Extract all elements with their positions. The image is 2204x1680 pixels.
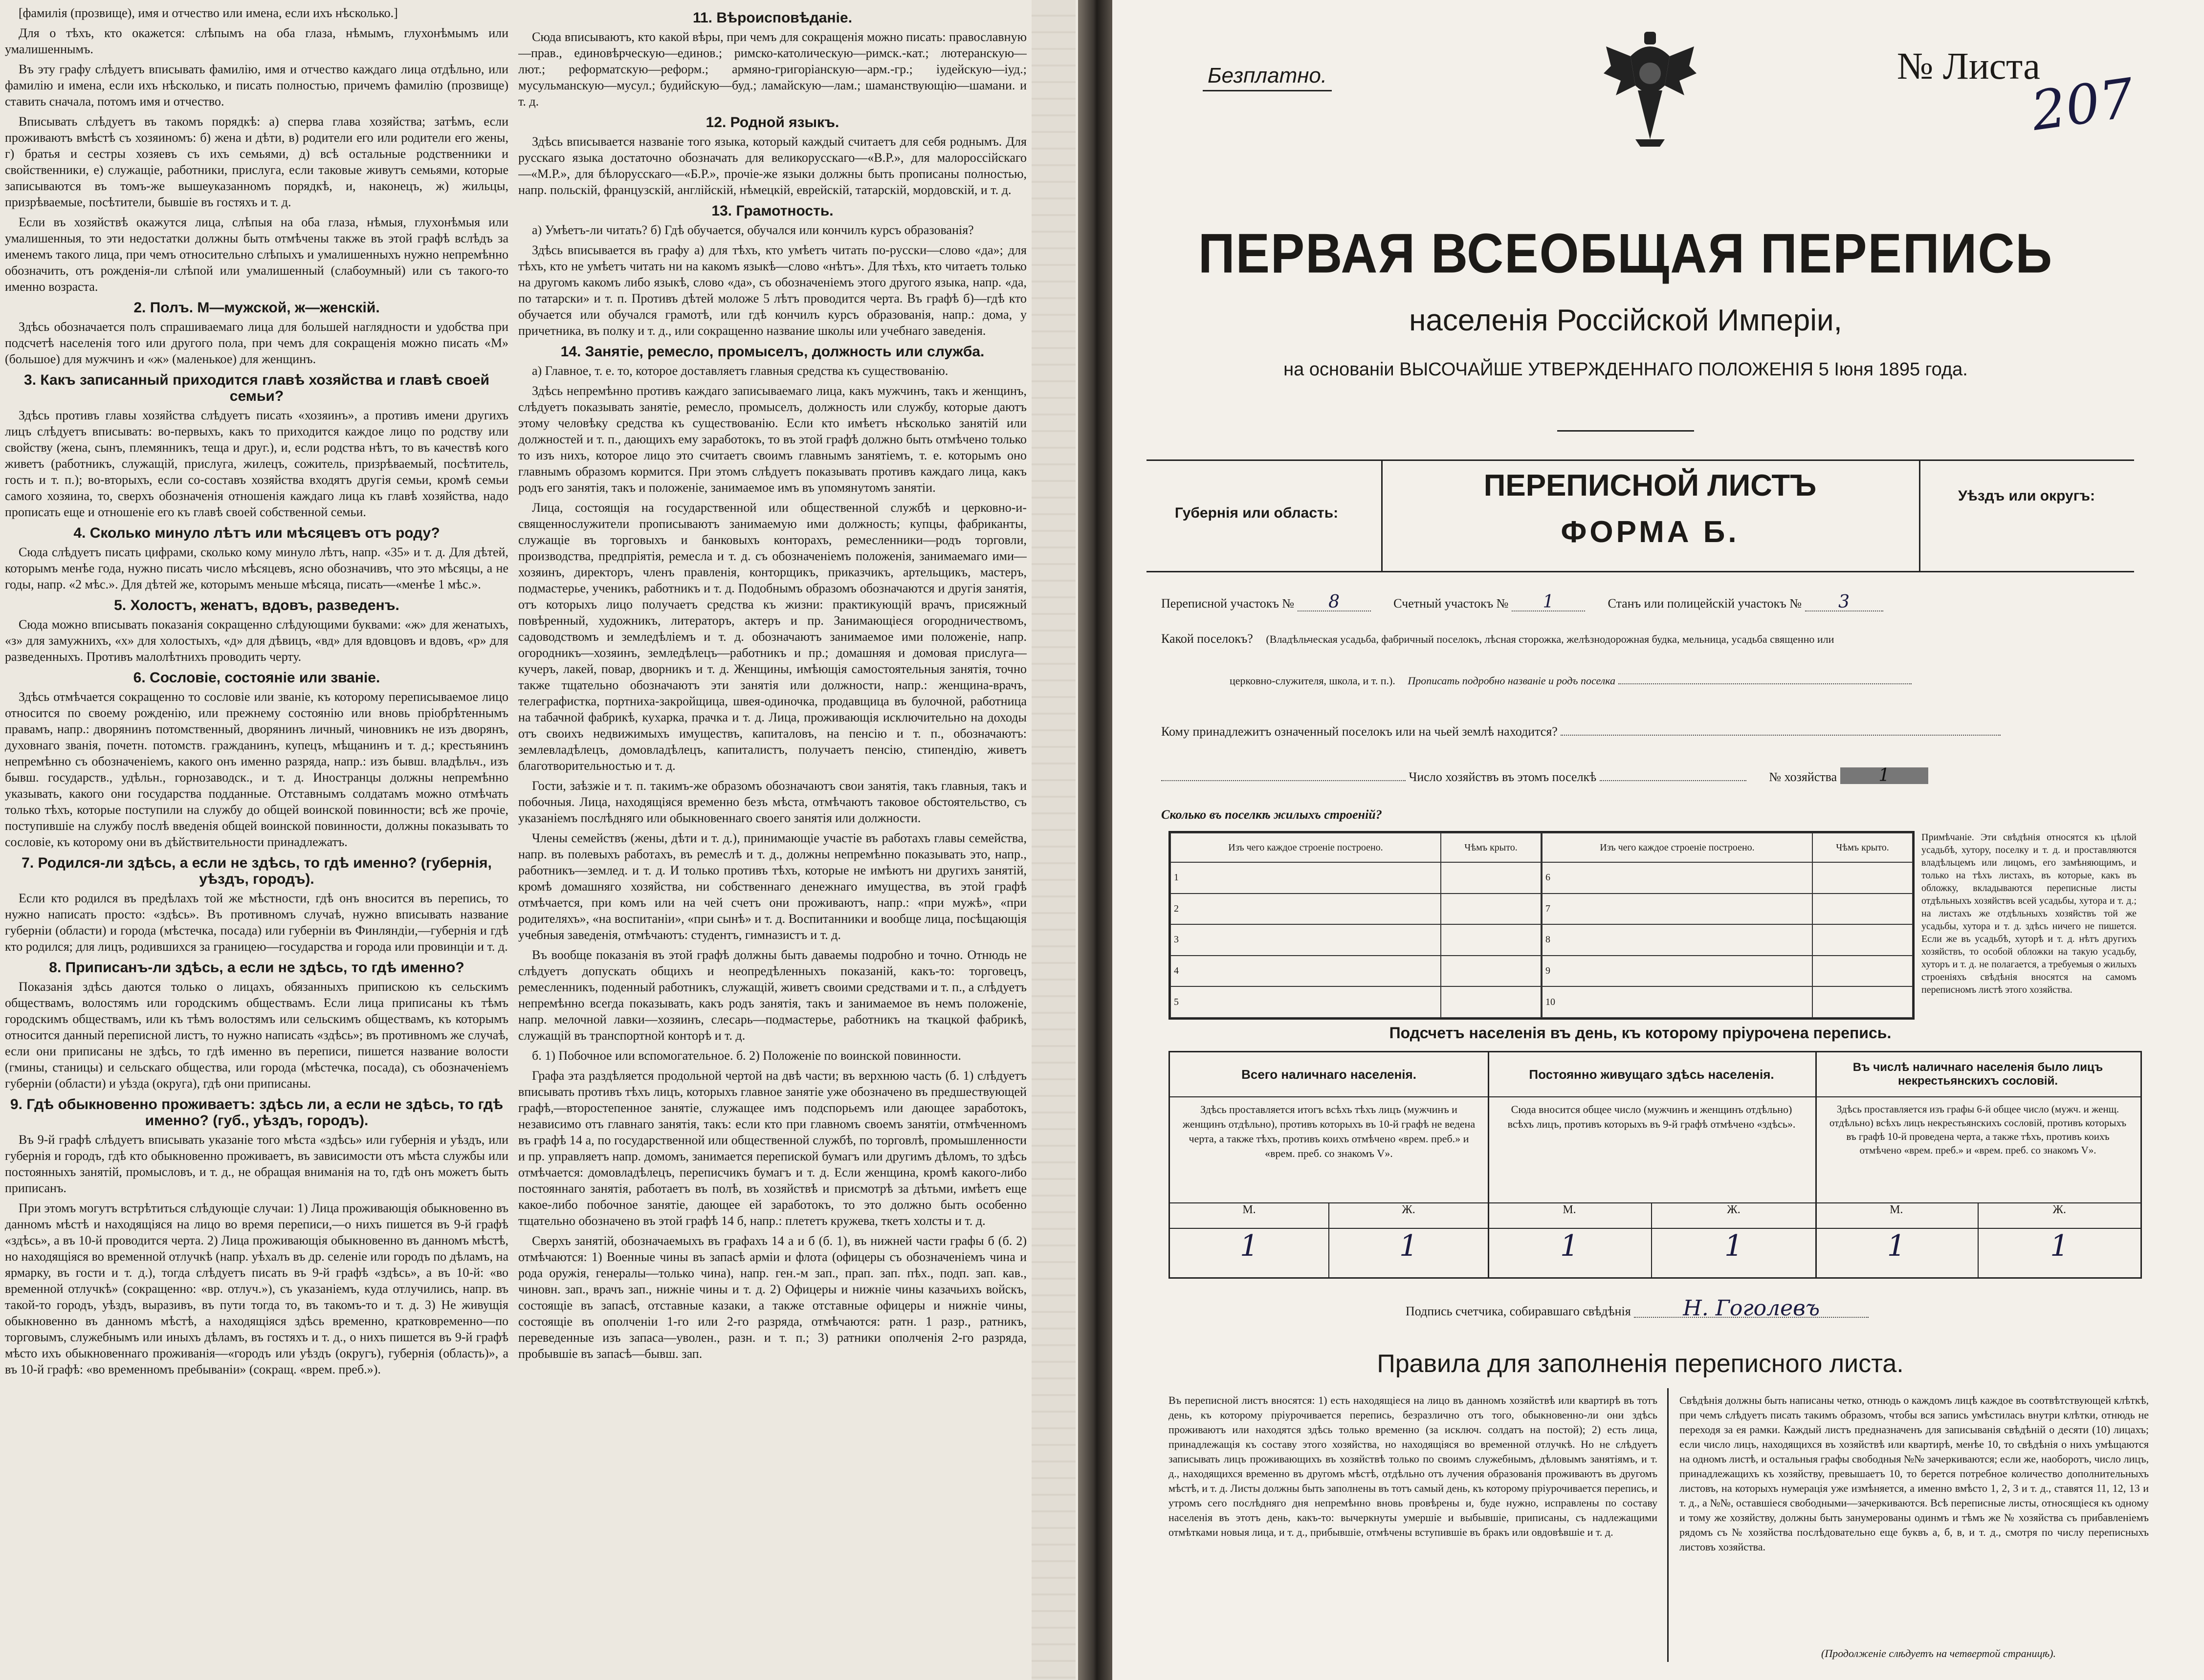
gubernia-label: Губернія или область: [1174, 505, 1339, 521]
resident-population-header: Постоянно живущаго здѣсь населенія. [1488, 1052, 1815, 1097]
instruction-paragraph: Если кто родился въ предѣлахъ той же мѣстности, гдѣ онъ вносится въ перепись, то нужно написать просто: «здѣсь». Въ противномъ случаѣ, нужно вписывать название губерніи (области) и города (мѣстечка, посада) или губерніи въ Финляндіи,—губернія и гдѣ кто родился; для лицъ, родившихся за границею—государства и города или провинціи и т. д. [5, 891, 508, 954]
instructions-column-1 [5, 5, 508, 1677]
building-cell[interactable] [1812, 862, 1913, 894]
female-count[interactable]: 1 [2050, 1229, 2069, 1263]
building-row-num: 10 [1542, 986, 1812, 1018]
household-number-value[interactable]: 1 [1840, 767, 1928, 784]
settlement-line [1161, 631, 2139, 648]
mf-header-row [1170, 1203, 1488, 1229]
instruction-paragraph: Здѣсь непремѣнно противъ каждаго записываемаго лица, какъ мужчинъ, такъ и женщинъ, слѣдуетъ показывать занятіе, ремесло, промыселъ, должность или службу, которые даютъ этому человѣку средства къ существованію. Если кто имѣетъ нѣсколько занятій или должностей и т. п., дающихъ ему заработокъ, то въ этой графѣ должно быть отмѣчено только то изъ нихъ, которое лицо это считаетъ своимъ главнымъ занятіемъ, т. е. которымъ оно главнымъ образомъ кормится. При этомъ слѣдуетъ показывать противъ каждаго лица, какъ родъ его занятія, такъ и положеніе, занимаемое имъ въ упомянутомъ занятіи. [518, 384, 1027, 495]
sheet-number-label: № Листа [1897, 44, 2040, 87]
instruction-paragraph: Сюда слѣдуетъ писать цифрами, сколько кому минуло лѣтъ, напр. «35» и т. д. Для дѣтей, которымъ менѣе года, нужно писать число мѣсяцевъ, ясно обозначивъ, что это мѣсяцы, а не годы, напр. «2 мѣс.». Для дѣтей же, которымъ меньше мѣсяца, писать—«менѣе 1 мѣс.». [5, 545, 508, 591]
instruction-paragraph: Сверхъ занятій, обозначаемыхъ въ графахъ 14 а и б (б. 1), въ нижней части графы б (б. 2) отмѣчаются: 1) Военные чины въ запасѣ арміи и флота (офицеры съ обозначеніемъ чина и рода оружія, генералы—только чина), напр. ген.-м зап., прап. зап. пѣх., подп. зап. кав., чиновн. зап., врачъ зап., нижніе чины и т. д. 2) Офицеры и нижніе чины казачьихъ войскъ, состоящіе въ запасѣ, отставные казаки, а также отставные офицеры и нижніе чины, состоящіе въ ополченіи 1-го или 2-го разряда, отмѣчаются: ратн. 1 разр., ратникъ, переведенные изъ запаса—уволен., разн. и т. п.; 3) ратники ополченія 2-го разряда, пробывшіе въ запасѣ—бывш. зап. [518, 1234, 1027, 1361]
instruction-paragraph: Показанія здѣсь даются только о лицахъ, обязанныхъ припискою къ сельскимъ обществамъ, волостямъ или городскимъ обществамъ. Если лица приписаны къ тѣмъ городскимъ обществамъ, или къ тѣмъ волостямъ или сельскимъ обществамъ, къ которымъ относится данный переписной листъ, то нужно написать «здѣсь»; въ противномъ же случаѣ, если они приписаны не здѣсь, то гдѣ именно въ переписи, пишется название волости (гмины, станицы) и сельскаго общества, или города (мѣстечка, посада), съ обозначеніемъ губерніи (области) и уѣзда (округа), гдѣ они приписаны. [5, 980, 508, 1091]
uezd-label: Уѣздъ или округъ: [1958, 488, 2095, 504]
section-heading: 11. Вѣроисповѣданіе. [692, 10, 853, 26]
population-count-title: Подсчетъ населенія въ день, къ которому пріурочена перепись. [1389, 1024, 1892, 1042]
uchastok-label: Переписной участокъ № [1161, 596, 1295, 611]
instruction-paragraph: Вписывать слѣдуетъ въ такомъ порядкѣ: а) сперва глава хозяйства; затѣмъ, если проживаютъ вмѣстѣ съ хозяиномъ: б) жена и дѣти, в) родители его или родители его жены, г) братья и сестры хозяевъ съ ихъ семьями, д) всѣ остальные родственники и свойственники, е) служащіе, работники, прислуга, если таковые живутъ семьями, которые записываются въ томъ-же вышеуказанномъ порядкѣ, и, наконецъ, ж) жильцы, призрѣваемые, посѣтители, бывшіе въ гостяхъ и т. д. [5, 114, 508, 209]
instruction-paragraph: Графа эта раздѣляется продольной чертой на двѣ части; въ верхнюю часть (б. 1) слѣдуетъ вписывать противъ тѣхъ лицъ, которыхъ главное занятіе уже обозначено въ предшествующей графѣ,—второстепенное занятіе, служащее имъ подспорьемъ или дающее заработокъ, независимо отъ главнаго занятія, такъ: если кто при главномъ своемъ занятіи, отмѣченномъ въ графѣ 14 а, по государственной или общественной службѣ, по торговлѣ, промышленности и пр. управляетъ напр. домомъ, занимается перепиской бумагъ или другимъ дѣломъ, то здѣсь отмѣчается: домовладѣлецъ, переписчикъ бумагъ и т. д. Если женщина, кромѣ какого-либо постояннаго занятія, работаетъ въ полѣ, въ хозяйствѣ и присмотрѣ за дѣтьми, имѣетъ еще какое-либо побочное занятіе, дающее ей заработокъ, то это должно быть особенно тщательно обозначено въ этой графѣ 14 б, напр.: плететъ кружева, ткетъ холсты и т. д. [518, 1069, 1027, 1228]
male-label: М. [1815, 1203, 1979, 1228]
non-peasant-header: Въ числѣ наличнаго населенія было лицъ некрестьянскихъ сословій. [1815, 1052, 2140, 1097]
owner-label: Кому принадлежитъ означенный поселокъ или на чьей землѣ находится? [1161, 724, 1558, 739]
mf-value-row [1488, 1229, 1815, 1278]
building-cell[interactable] [1441, 986, 1541, 1018]
resident-population-desc: Сюда вносится общее число (мужчинъ и женщинъ отдѣльно) всѣхъ лицъ, противъ которыхъ въ 9-й графѣ отмѣчено «здѣсь». [1488, 1097, 1815, 1203]
instructions-column-2 [518, 5, 1027, 1677]
building-row-num: 6 [1542, 862, 1812, 894]
imperial-eagle-emblem [1601, 27, 1699, 149]
roof-header: Чѣмъ крыто. [1812, 833, 1913, 862]
instruction-paragraph: Сюда вписываютъ, кто какой вѣры, при чемъ для сокращенія можно писать: православную—прав., единовѣрческую—единов.; римско-католическую—римск.-кат.; лютеранскую—лют.; реформатскую—реформ.; армяно-григоріанскую—арм.-гр.; іудейскую—іуд.; мусульманскую—мусул.; будийскую—буд.; ламайскую—лам.; шаманствующію—шамани. и т. д. [518, 30, 1027, 109]
buildings-table [1168, 831, 1915, 1020]
instruction-paragraph: Здѣсь вписывается въ графу а) для тѣхъ, кто умѣетъ читать по-русски—слово «да»; для тѣхъ, кто не умѣетъ читать ни на какомъ языкѣ—слово «нѣтъ». Для тѣхъ, кто читаетъ только на другомъ какомъ либо языкѣ, слово «да», съ обозначеніемъ этого другого языка, напр. «да, по татарски» и т. п. Противъ дѣтей моложе 5 лѣтъ проводится черта. Въ графѣ б)—гдѣ кто обучается или обучался грамотѣ, или гдѣ кончилъ курсъ образованія, напр.: дома, у причетника, въ полку и т. д., или сокращенно название школы или учебнаго заведенія. [518, 243, 1027, 338]
mf-value-row [1170, 1229, 1488, 1278]
female-label: Ж. [1727, 1203, 1741, 1216]
instruction-paragraph: При этомъ могутъ встрѣтиться слѣдующіе случаи: 1) Лица проживающія обыкновенно въ данномъ мѣстѣ и находящіяся на лицо во время переписи,—о нихъ пишется въ 9-й графѣ «здѣсь», а въ 10-й проводится черта. 2) Лица проживающія обыкновенно въ данномъ мѣстѣ, но находящіяся во временной отлучкѣ (напр. уѣхалъ въ др. селеніе или городъ по дѣламъ, на ярмарку, въ гости и т. д.), тогда слѣдуетъ писать въ 9-й графѣ «здѣсь», а въ 10-й: «во временной отлучкѣ» (сокращенно: «вр. отлуч.»), съ указаніемъ, куда отлучились, напр. въ такой-то городъ, уѣздъ, выразивъ, въ пути тогда то, въ такомъ-то и т. д. 3) Не живущія обыкновенно въ данномъ мѣстѣ, а находящіяся здѣсь временно, кратковременно—по торговымъ, служебнымъ или иныхъ дѣламъ, въ гостяхъ и т. д., о нихъ пишется въ 9-й графѣ мѣсто ихъ обыкновеннаго проживанія—«городъ или уѣздъ (округъ), губернія (область)», а въ 10-й графѣ: «во временномъ пребываніи» (сокращ. «врем. преб.»). [5, 1201, 508, 1376]
buildings-table-left [1170, 832, 1542, 1018]
households-line [1161, 767, 2139, 785]
signature-line [1406, 1296, 2090, 1321]
stan-value[interactable]: 3 [1805, 594, 1883, 611]
instruction-paragraph: а) Главное, т. е. то, которое доставляетъ главныя средства къ существованію. [532, 364, 948, 378]
sheet-number-value: 207 [2028, 66, 2138, 143]
material-header: Изъ чего каждое строеніе построено. [1542, 833, 1812, 862]
building-row-num: 4 [1170, 956, 1441, 987]
male-label: М. [1488, 1203, 1652, 1228]
instruction-paragraph: Гости, заѣзжіе и т. п. такимъ-же образомъ обозначаютъ свои занятія, такъ главныя, такъ и побочныя. Лица, находящіяся временно безъ мѣста, отмѣчаютъ таковое обстоятельство, съ указаніемъ послѣдняго или обыкновеннаго своего занятія или должности. [518, 779, 1027, 825]
section-heading: 4. Сколько минуло лѣтъ или мѣсяцевъ отъ роду? [73, 525, 440, 541]
instruction-paragraph: Для о тѣхъ, кто окажется: слѣпымъ на оба глаза, нѣмымъ, глухонѣмымъ или умалишеннымъ. [5, 26, 508, 56]
building-row-num: 3 [1170, 924, 1441, 956]
instruction-paragraph: [фамилія (прозвище), имя и отчество или имена, если ихъ нѣсколько.] [19, 6, 398, 20]
building-row-num: 8 [1542, 924, 1812, 956]
buildings-table-right [1542, 832, 1913, 1018]
non-peasant-col [1815, 1052, 2140, 1277]
female-label: Ж. [2052, 1203, 2066, 1216]
section-heading: 5. Холостъ, женатъ, вдовъ, разведенъ. [114, 597, 399, 613]
building-cell[interactable] [1812, 894, 1913, 925]
rules-divider [1667, 1388, 1669, 1662]
mf-header-row [1815, 1203, 2140, 1229]
building-cell[interactable] [1441, 924, 1541, 956]
mf-value-row [1815, 1229, 2140, 1278]
section-heading: 14. Занятіе, ремесло, промыселъ, должность или служба. [560, 344, 985, 360]
section-heading: 7. Родился-ли здѣсь, а если не здѣсь, то гдѣ именно? (губернія, уѣздъ, городъ). [22, 855, 492, 887]
section-heading: 3. Какъ записанный приходится главѣ хозяйства и главѣ своей семьи? [24, 372, 489, 404]
total-population-desc: Здѣсь проставляется итогъ всѣхъ тѣхъ лицъ (мужчинъ и женщинъ отдѣльно), противъ которыхъ въ 10-й графѣ не ведена черта, а также тѣхъ, противъ коихъ отмѣчено «врем. преб.» и «врем. преб. со знакомъ V». [1170, 1097, 1488, 1203]
instruction-paragraph: Если въ хозяйствѣ окажутся лица, слѣпыя на оба глаза, нѣмыя, глухонѣмыя или умалишенныя, то эти недостатки должны быть отмѣчены также въ этой графѣ вслѣдъ за именемъ такого лица, при чемъ относительно слѣпыхъ и умалишенныхъ нужно непремѣнно обозначить, отъ рожденія-ли слѣпой или умалишенный (слабоумный) или съ такого-то именно возраста. [5, 215, 508, 294]
instruction-paragraph: б. 1) Побочное или вспомогательное. б. 2) Положеніе по воинской повинности. [532, 1048, 961, 1063]
rules-title: Правила для заполненія переписного листа. [1377, 1350, 1904, 1378]
instruction-paragraph: Здѣсь отмѣчается сокращенно то сословіе или званіе, къ которому переписываемое лицо относится по своему рожденію, или прежнему состоянію или вновь пріобрѣтеннымъ правамъ, напр.: дворянинъ потомственный, дворянинъ личный, чиновникъ не изъ дворянъ, духовнаго званія, почетн. потомств. гражданинъ, купецъ, мѣщанинъ и т. д.; крестьянинъ непремѣнно съ обозначеніемъ, какого онъ именно разряда, напр.: изъ бывш. владѣльч., изъ бывш. государств., удѣльн., горнозаводск., и т. д. Иностранцы должны непремѣнно указывать, какого они государства подданные. Отставнымъ солдатамъ можно отмѣчать только тѣхъ, которые поступили на службу до общей воинской повинности; всѣ же прочіе, поступившіе на службу послѣ введенія общей воинской повинности, должны показывать то сословіе, къ которому они въ дѣйствительности принадлежатъ. [5, 690, 508, 849]
material-header: Изъ чего каждое строеніе построено. [1170, 833, 1441, 862]
form-subtitle: ФОРМА Б. [1561, 515, 1740, 549]
header-divider-left [1381, 461, 1383, 571]
building-cell[interactable] [1812, 956, 1913, 987]
building-row-num: 7 [1542, 894, 1812, 925]
section-heading: 13. Грамотность. [711, 203, 834, 219]
schet-label: Счетный участокъ № [1393, 596, 1509, 611]
building-row-num: 2 [1170, 894, 1441, 925]
settlement-field[interactable] [1618, 683, 1912, 684]
uchastok-value[interactable]: 8 [1298, 594, 1371, 611]
population-count-table [1168, 1051, 2142, 1279]
total-population-col [1170, 1052, 1489, 1277]
settlement-note: (Владѣльческая усадьба, фабричный поселокъ, лѣсная сторожка, желѣзнодорожная будка, мельница, усадьба священно или [1266, 633, 1834, 645]
owner-field[interactable] [1561, 735, 2001, 736]
mf-header-row [1488, 1203, 1815, 1229]
header-divider-right [1919, 461, 1920, 571]
instruction-paragraph: а) Умѣетъ-ли читать? б) Гдѣ обучается, обучался или кончилъ курсъ образованія? [532, 223, 974, 237]
census-main-title: ПЕРВАЯ ВСЕОБЩАЯ ПЕРЕПИСЬ [1198, 222, 2053, 285]
building-cell[interactable] [1441, 956, 1541, 987]
building-cell[interactable] [1812, 986, 1913, 1018]
instruction-paragraph: Члены семействъ (жены, дѣти и т. д.), принимающіе участіе въ работахъ главы семейства, напр. въ полевыхъ работахъ, въ ремеслѣ и т. д., должны непремѣнно показывать это, напр., работникъ—землед. и т. д. И только противъ тѣхъ, которые не имѣютъ ни другихъ занятій, кромѣ домашняго хозяйства, ни собственнаго денежнаго имущества, въ этой графѣ отмѣчается, при комъ или на чей счетъ они проживаютъ, напр.: «при мужѣ», «при родителяхъ», «на воспитаніи», «при сынѣ» и т. д. Воспитанники и вообще лица, посѣщающія учебныя заведенія, отмѣчаютъ: студентъ, гимназистъ и т. д. [518, 831, 1027, 942]
households-label: Число хозяйствъ въ этомъ поселкѣ [1409, 770, 1597, 784]
roof-header: Чѣмъ крыто. [1441, 833, 1541, 862]
building-row-num: 1 [1170, 862, 1441, 894]
resident-population-col [1488, 1052, 1817, 1277]
uchastok-line [1161, 594, 2139, 612]
settlement-note-3: Прописать подробно названіе и родъ поселка [1408, 675, 1616, 687]
settlement-label: Какой поселокъ? [1161, 632, 1253, 646]
section-heading: 6. Сословіе, состояніе или званіе. [133, 670, 380, 686]
left-page [0, 0, 1078, 1680]
continued-note: (Продолженіе слѣдуетъ на четвертой страницѣ). [1821, 1647, 2056, 1659]
instruction-paragraph: Здѣсь вписывается названіе того языка, который каждый считаетъ для себя роднымъ. Для русскаго языка достаточно обозначать для великорусскаго—«В.Р.», для малороссійскаго—«М.Р.», для бѣлорусскаго—«Б.Р.», прочіе-же языки должны быть прописаны полностью, напр. польскій, французскій, англійскій, нѣмецкій, еврейскій, татарскій, мордовскій, и т. д. [518, 134, 1027, 197]
rules-left-column: Въ переписной листъ вносятся: 1) есть находящіеся на лицо въ данномъ хозяйствѣ или квартирѣ въ тотъ день, къ которому пріурочивается перепись, безразлично отъ того, обыкновенно-ли они здѣсь проживаютъ или находятся здѣсь только временно (за исключ. солдатъ на постой); 2) есть лица, принадлежащія къ составу этого хозяйства, но находящіяся во временной отлучкѣ. Но не слѣдуетъ записывать лицъ проживающихъ въ хозяйствѣ только по своимъ служебнымъ, дѣловымъ занятіямъ, и т. д., находящихся временно въ другомъ мѣстѣ, отдѣльно отъ лучения образованія проживаютъ въ другомъ мѣстѣ, и т. д. Листы должны быть заполнены въ тотъ самый день, къ которому пріурочивается перепись, и утромъ сего послѣдняго дня непремѣнно вновь провѣрены и, буде нужно, исправлены по составу населенія въ этотъ день, какъ-то: вычеркнуты умершіе и выбывшіе, приписаны, съ надлежащими отмѣтками новыя лица, и т. д., прибывшіе, отмѣчены вступившіе въ бракъ или овдовѣвшіе и т. д. [1168, 1394, 1657, 1538]
owner-line [1161, 723, 2139, 740]
section-heading: 2. Полъ. М—мужской, ж—женскій. [133, 300, 380, 316]
building-cell[interactable] [1812, 924, 1913, 956]
instruction-paragraph: Въ эту графу слѣдуетъ вписывать фамилію, имя и отчество каждаго лица отдѣльно, или фамилію и имена, если ихъ нѣсколько, и писать полностью, причемъ фамилію (прозвище) ставить сначала, потомъ имя и отчество. [5, 62, 508, 109]
section-heading: 9. Гдѣ обыкновенно проживаетъ: здѣсь ли, а если не здѣсь, то гдѣ именно? (губ., уѣздъ, городъ). [10, 1096, 504, 1129]
instruction-paragraph: Здѣсь обозначается полъ спрашиваемаго лица для большей наглядности и удобства при подсчетѣ населенія того или другого пола, при чемъ для сокращенія можно писать «М» (большое) для мужчинъ и «ж» (маленькое) для женщинъ. [5, 320, 508, 366]
section-heading: 8. Приписанъ-ли здѣсь, а если не здѣсь, то гдѣ именно? [49, 960, 464, 976]
free-label: Безплатно. [1203, 64, 1332, 91]
male-count[interactable]: 1 [1170, 1229, 1329, 1278]
building-cell[interactable] [1441, 894, 1541, 925]
male-count[interactable]: 1 [1488, 1229, 1652, 1278]
households-blank [1161, 780, 1406, 781]
buildings-note: Примѣчаніе. Эти свѣдѣнія относятся къ цѣлой усадьбѣ, хутору, поселку и т. д. и проставляются владѣльцемъ или лицомъ, его замѣняющимъ, и только на тѣхъ листахъ, въ которые, какъ въ обложку, вкладываются переписные листы отдѣльныхъ хозяйствъ всей усадьбы, хутора и т. д.; на листахъ же отдѣльныхъ хозяйствъ той же усадьбы, хутора и т. д. здѣсь ничего не пишется. Если же въ усадьбѣ, хуторѣ и т. д. нѣтъ другихъ хозяйствъ, то особой обложки на такую усадьбу, хуторъ и т. д. не полагается, а требуемыя о жилыхъ строеніяхъ свѣдѣнія вносятся на самомъ переписномъ листѣ этого хозяйства. [1921, 832, 2137, 995]
book-gutter [1078, 0, 1112, 1680]
settlement-line-2 [1161, 675, 2139, 687]
non-peasant-desc: Здѣсь проставляется изъ графы 6-й общее число (мужч. и женщ. отдѣльно) всѣхъ лицъ некрестьянскихъ сословій, противъ которыхъ въ графѣ 10-й проведена черта, а также тѣхъ, противъ коихъ отмѣчено «врем. преб.» и «врем. преб. со знакомъ V». [1815, 1097, 2140, 1203]
section-heading: 12. Родной языкъ. [705, 114, 839, 131]
female-count[interactable]: 1 [1399, 1229, 1418, 1263]
building-cell[interactable] [1441, 862, 1541, 894]
instruction-paragraph: Лица, состоящія на государственной или общественной службѣ и церковно-и-священнослужители прописываютъ занимаемую ими должность; купцы, фабриканты, служащіе въ торговыхъ и банковыхъ конторахъ, ремесленники—родъ торговли, производства, предпріятія, ремесла и т. д. съ обозначеніемъ положенія, занимаемаго ими—хозяинъ, директоръ, членъ правленія, конторщикъ, приказчикъ, артельщикъ, мастеръ, подмастерье, ученикъ, работникъ и т. д. Подобнымъ образомъ обозначаются и другія занятія, отъ которыхъ лицо получаетъ средства къ жизни: практикующій врачъ, присяжный повѣренный, художникъ, литераторъ, актеръ и пр. Занимающіеся огородничествомъ, садоводствомъ и земледѣліемъ и т. д. обозначаютъ занимаемое ими положеніе, напр. огородникъ—хозяинъ, земледѣлецъ—работникъ и пр.; домашняя и домовая прислуга—кучеръ, лакей, повар, дворникъ и т. д. Женщины, имѣющія самостоятельныя занятія, точно также тщательно обозначаютъ эти занятія или должности, напр.: женщина-врачъ, телеграфистка, портниха-закройщица, швея-одиночка, продавщица въ булочной, работница на табачной фабрикѣ, кухарка, прачка и т. д. Лица, проживающія исключительно на доходы отъ своихъ недвижимыхъ имуществъ, капиталовъ, на пенсію и т. п., обозначаютъ: землевладѣлецъ, домовладѣлецъ, капиталистъ, получаетъ пенсію, стипендію, живетъ благотворительностью и т. д. [518, 501, 1027, 773]
rules-right-column: Свѣдѣнія должны быть написаны четко, отнюдь о каждомъ лицѣ каждое въ соотвѣтствующей клѣткѣ, при чемъ слѣдуетъ писать такимъ образомъ, чтобы вся запись умѣстилась внутри клѣтки, отнюдь не переходя за ея рамки. Каждый листъ предназначенъ для записыванія свѣдѣній о десяти (10) лицахъ; если число лицъ, находящихся въ хозяйствѣ или квартирѣ, менѣе 10, то свѣдѣнія о нихъ умѣщаются на одномъ листѣ, и остальныя графы свободныя №№ зачеркиваются; если же, наоборотъ, число лицъ, принадлежащихъ къ хозяйству, превышаетъ 10, то берется потребное количество дополнительныхъ листовъ, на которыхъ нумерація уже измѣняется, а именно вмѣсто 1, 2, 3 и т. д., ставятся 11, 12, 13 и т. д., а №№, оставшіеся свободными—зачеркиваются. Всѣ переписные листы, относящіеся къ одному и тому же хозяйству, должны быть занумерованы одинмъ и тѣмъ же № хозяйства съ прибавленіемъ рядомъ съ № хозяйства послѣдовательно еще буквъ а, б, в, и т. д., смотря по числу переписныхъ листовъ хозяйства. [1679, 1394, 2149, 1553]
female-count[interactable]: 1 [1724, 1229, 1743, 1263]
building-row-num: 9 [1542, 956, 1812, 987]
instruction-paragraph: Въ вообще показанія въ этой графѣ должны быть даваемы подробно и точно. Отнюдь не слѣдуетъ допускать общихъ и неопредѣленныхъ показаній, какъ-то: торговецъ, ремесленникъ, поденный работникъ, служащій, живетъ своими средствами и т. п., а слѣдуетъ непремѣнно всегда показывать, какъ родъ занятія, такъ и занимаемое въ немъ положеніе, напр. мелочной лавки—хозяинъ, слесарь—подмастерье, работникъ на ткацкой фабрикѣ, служащій въ транспортной конторѣ и т. д. [518, 948, 1027, 1043]
male-label: М. [1170, 1203, 1329, 1228]
page-edge-strip [1032, 0, 1076, 1680]
stan-label: Станъ или полицейскій участокъ № [1608, 596, 1802, 611]
buildings-line [1161, 807, 1650, 823]
instruction-paragraph: Здѣсь противъ главы хозяйства слѣдуетъ писать «хозяинъ», а противъ имени другихъ лицъ слѣдуетъ вписывать: во-первыхъ, какъ то приходится каждое лицо по родству или свойству (жена, сынъ, племянникъ, теща и друг.), и, если родства нѣтъ, то въ качествѣ кого живетъ (работникъ, служащій, прислуга, жилецъ, сожитель, призрѣваемый, посѣтитель, гость и т. п.); во-вторыхъ, если со-составъ хозяйства входятъ другія семьи, кромѣ семьи самого хозяина, то, сверхъ обозначенія отношенія каждаго лица къ главѣ хозяйства, надо прописать еще и отношеніе его къ главѣ своей собственной семьи. [5, 408, 508, 519]
instruction-paragraph: Въ 9-й графѣ слѣдуетъ вписывать указаніе того мѣста «здѣсь» или губернія и уѣздъ, или губернія и городъ, гдѣ кто обыкновенно проживаетъ, въ зависимости отъ мѣста службы или постоянныхъ занятій, промысловъ, и т. д., не обращая вниманія на то, гдѣ онъ можетъ быть приписанъ. [5, 1133, 508, 1195]
households-field[interactable] [1600, 780, 1746, 781]
buildings-label: Сколько въ поселкѣ жилыхъ строеній? [1161, 807, 1382, 822]
instruction-paragraph: Сюда можно вписывать показанія сокращенно слѣдующими буквами: «ж» для женатыхъ, «з» для замужнихъ, «х» для холостыхъ, «д» для дѣвицъ, «вд» для вдовцовъ и вдовъ, «р» для разведенныхъ. Противъ малолѣтнихъ проводить черту. [5, 617, 508, 664]
title-divider [1557, 430, 1694, 432]
male-count[interactable]: 1 [1815, 1229, 1979, 1278]
signature-value[interactable]: Н. Гоголевъ [1634, 1300, 1869, 1318]
female-label: Ж. [1402, 1203, 1415, 1216]
signature-label: Подпись счетчика, собиравшаго свѣдѣнія [1406, 1304, 1631, 1318]
census-form-page [1112, 0, 2204, 1680]
form-title: ПЕРЕПИСНОЙ ЛИСТЪ [1483, 469, 1817, 502]
household-number-label: № хозяйства [1769, 770, 1837, 784]
total-population-header: Всего наличнаго населенія. [1170, 1052, 1488, 1097]
schet-value[interactable]: 1 [1512, 594, 1585, 611]
census-legal-basis: на основаніи ВЫСОЧАЙШЕ УТВЕРЖДЕННАГО ПОЛОЖЕНІЯ 5 Іюня 1895 года. [1283, 359, 1968, 380]
settlement-note-2: церковно-служителя, школа, и т. п.). [1230, 675, 1395, 687]
building-row-num: 5 [1170, 986, 1441, 1018]
census-subtitle: населенія Россійской Имперіи, [1409, 304, 1842, 337]
form-header-box [1146, 459, 2134, 572]
